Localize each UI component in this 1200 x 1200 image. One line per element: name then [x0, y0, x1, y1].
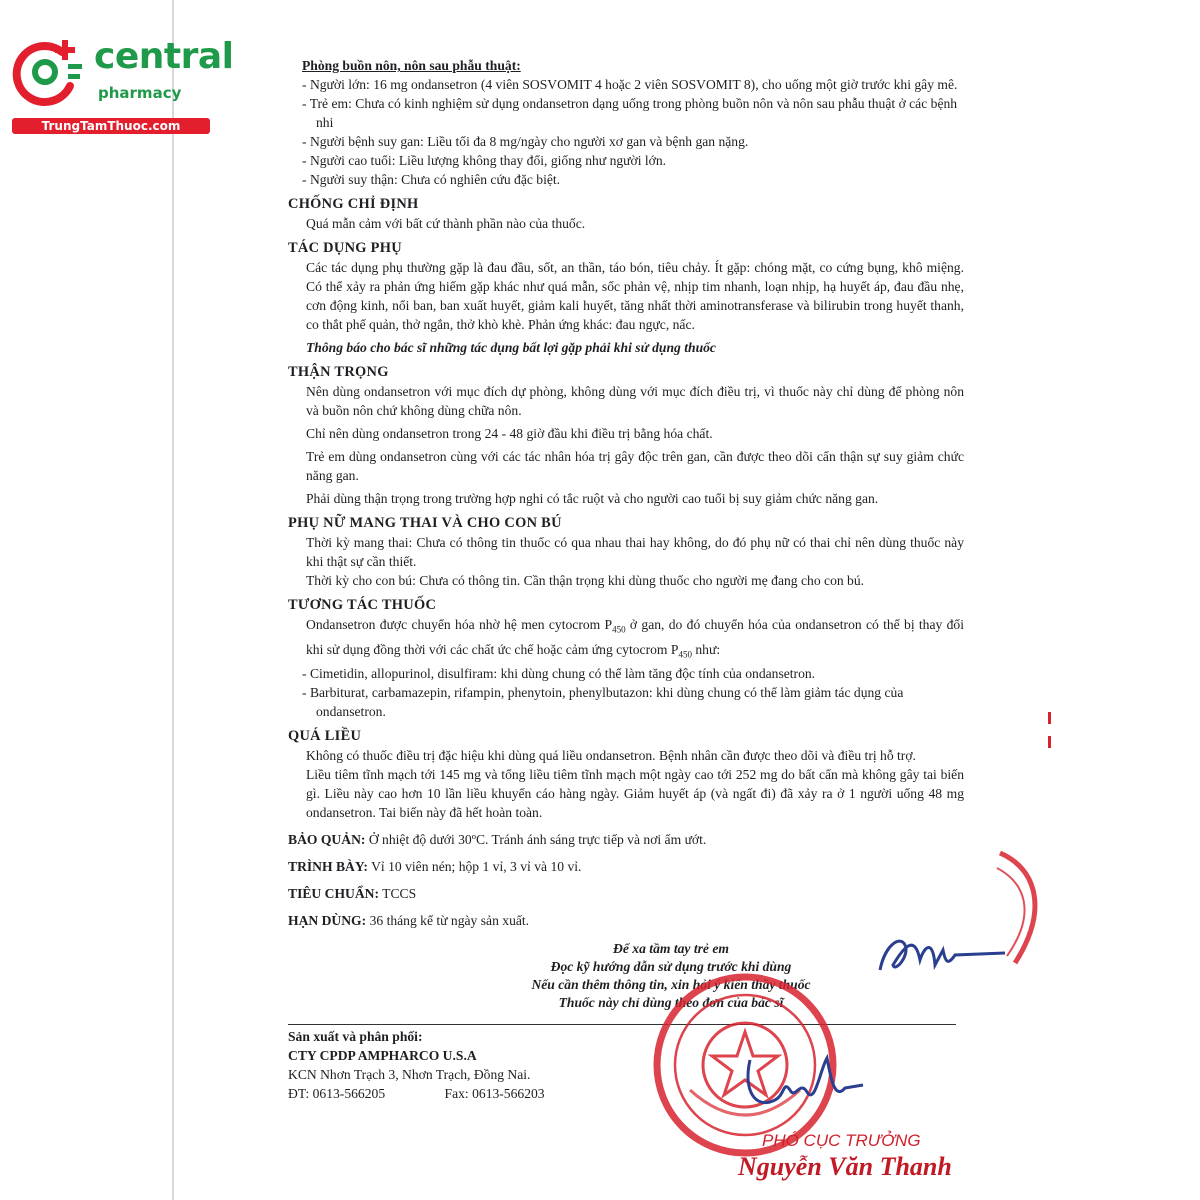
- official-name: Nguyễn Văn Thanh: [738, 1152, 952, 1181]
- presentation-text: Vỉ 10 viên nén; hộp 1 vỉ, 3 vỉ và 10 vỉ.: [367, 859, 582, 875]
- interaction-item: - Barbiturat, carbamazepin, rifampin, phenytoin, phenylbutazon: khi dùng chung có thể làm giảm tác dụng của ondansetron.: [288, 683, 964, 721]
- manufacturer-fax: Fax: 0613-566203: [444, 1086, 545, 1102]
- storage-text: Ở nhiệt độ dưới 30ºC. Tránh ánh sáng trực tiếp và nơi ẩm ướt.: [365, 832, 707, 848]
- expiry-text: 36 tháng kể từ ngày sản xuất.: [366, 913, 530, 929]
- interactions-intro: [288, 615, 964, 664]
- initials-signature-graphic: [875, 925, 1010, 985]
- manufacturer-address: KCN Nhơn Trạch 3, Nhơn Trạch, Đồng Nai.: [288, 1067, 531, 1083]
- prevention-item: - Người suy thận: Chưa có nghiên cứu đặc biệt.: [288, 170, 964, 189]
- caution-paragraph: Phải dùng thận trọng trong trường hợp nghi có tắc ruột và cho người cao tuổi bị suy giảm chức năng gan.: [306, 491, 879, 506]
- manufacturer-label: Sản xuất và phân phối:: [288, 1029, 423, 1045]
- pregnancy-title: PHỤ NỮ MANG THAI VÀ CHO CON BÚ: [288, 515, 562, 531]
- cytochrome-subscript: 450: [678, 649, 692, 660]
- side-effects-note: Thông báo cho bác sĩ những tác dụng bất lợi gặp phải khi sử dụng thuốc: [306, 340, 716, 355]
- leaflet-body: [288, 56, 964, 1103]
- caution-paragraph: Chỉ nên dùng ondansetron trong 24 - 48 giờ đầu khi điều trị bằng hóa chất.: [306, 426, 713, 441]
- storage-label: BẢO QUẢN:: [288, 832, 366, 848]
- margin-mark: [1048, 712, 1052, 752]
- central-pharmacy-logo[interactable]: [10, 36, 234, 138]
- standard-text: TCCS: [379, 886, 417, 902]
- prevention-title: Phòng buồn nôn, nôn sau phẫu thuật:: [302, 58, 521, 73]
- cytochrome-subscript: 450: [612, 624, 626, 635]
- presentation-label: TRÌNH BÀY:: [288, 859, 368, 875]
- official-title: PHÓ CỤC TRƯỞNG: [762, 1131, 921, 1150]
- interactions-intro-b: ở gan, do đó chuyển hóa của ondansetron có thể bị thay đổi khi sử dụng đồng thời với các chất ức chế hoặc cảm ứng cytocrom P: [306, 617, 964, 657]
- standard-line: [288, 884, 964, 903]
- warning-line: Thuốc này chỉ dùng theo đơn của bác sĩ: [558, 995, 784, 1011]
- overdose-paragraph: Liều tiêm tĩnh mạch tới 145 mg và tổng liều tiêm tĩnh mạch một ngày cao tới 252 mg do bất cẩn mà không gây tai biến gì. Liều này cao hơn 10 lần liều khuyến cáo hàng ngày. Giảm huyết áp (và ngất đi) đã xảy ra ở 1 người uống 48 mg ondansetron. Tai biến này đã hết hoàn toàn.: [306, 767, 964, 821]
- page-edge: [172, 0, 174, 1200]
- expiry-line: [288, 911, 964, 930]
- caution-title: THẬN TRỌNG: [288, 364, 389, 380]
- standard-label: TIÊU CHUẨN:: [288, 886, 380, 902]
- prevention-item: - Trẻ em: Chưa có kinh nghiệm sử dụng ondansetron dạng uống trong phòng buồn nôn và nôn sau phẫu thuật ở các bệnh nhi: [288, 94, 964, 132]
- overdose-title: QUÁ LIỀU: [288, 728, 362, 745]
- side-effects-title: TÁC DỤNG PHỤ: [288, 240, 402, 256]
- interactions-title: TƯƠNG TÁC THUỐC: [288, 597, 437, 613]
- divider: [288, 1024, 956, 1025]
- side-effects-text: Các tác dụng phụ thường gặp là đau đầu, sốt, an thần, táo bón, tiêu chảy. Ít gặp: chóng mặt, co cứng bụng, khô miệng. Có thể xảy ra phản ứng hiếm gặp khác như quá mẫn, sốc phản vệ, nhịp tim nhanh, loạn nhịp, hạ huyết áp, đau đầu nhẹ, cơn động kinh, nổi ban, ban xuất huyết, giảm kali huyết, tăng nhất thời aminotransferase và bilirubin trong huyết thanh, co thắt phế quản, thở ngắn, thở khò khè. Phản ứng khác: đau ngực, nấc.: [306, 260, 964, 332]
- interactions-intro-a: Ondansetron được chuyển hóa nhờ hệ men cytocrom P: [306, 617, 613, 632]
- logo-website[interactable]: TrungTamThuoc.com: [12, 118, 210, 134]
- caution-paragraph: Nên dùng ondansetron với mục đích dự phòng, không dùng với mục đích điều trị, vì thuốc này chỉ dùng để phòng nôn và buồn nôn chứ không dùng chữa nôn.: [306, 384, 964, 418]
- contraindication-title: CHỐNG CHỈ ĐỊNH: [288, 196, 419, 212]
- expiry-label: HẠN DÙNG:: [288, 913, 367, 929]
- contraindication-text: Quá mẫn cảm với bất cứ thành phần nào của thuốc.: [306, 216, 586, 231]
- warning-line: Để xa tầm tay trẻ em: [613, 941, 729, 957]
- manufacturer-company: CTY CPDP AMPHARCO U.S.A: [288, 1048, 477, 1064]
- overdose-paragraph: Không có thuốc điều trị đặc hiệu khi dùng quá liều ondansetron. Bệnh nhân cần được theo dõi và điều trị hỗ trợ.: [306, 748, 916, 764]
- logo-sub: pharmacy: [98, 84, 182, 102]
- warning-block: [288, 940, 964, 1012]
- caution-paragraph: Trẻ em dùng ondansetron cùng với các tác nhân hóa trị gây độc trên gan, cần được theo dõi cẩn thận sự suy giảm chức năng gan.: [306, 449, 964, 483]
- interaction-item: - Cimetidin, allopurinol, disulfiram: khi dùng chung có thể làm tăng độc tính của ondansetron.: [288, 664, 964, 683]
- pregnancy-paragraph: Thời kỳ cho con bú: Chưa có thông tin. Cần thận trọng khi dùng thuốc cho người mẹ đang cho con bú.: [306, 573, 865, 588]
- storage-line: [288, 830, 964, 849]
- pregnancy-paragraph: Thời kỳ mang thai: Chưa có thông tin thuốc có qua nhau thai hay không, do đó phụ nữ có thai chỉ nên dùng thuốc này khi thật sự cần thiết.: [306, 535, 964, 569]
- interactions-intro-c: như:: [691, 641, 721, 657]
- manufacturer-phone: ĐT: 0613-566205: [288, 1086, 386, 1102]
- prevention-item: - Người bệnh suy gan: Liều tối đa 8 mg/ngày cho người xơ gan và bệnh gan nặng.: [288, 132, 964, 151]
- director-signature-graphic: [735, 1050, 870, 1120]
- logo-name: central: [94, 36, 234, 77]
- prevention-item: - Người lớn: 16 mg ondansetron (4 viên SOSVOMIT 4 hoặc 2 viên SOSVOMIT 8), cho uống một giờ trước khi gây mê.: [288, 75, 964, 94]
- warning-line: Đọc kỹ hướng dẫn sử dụng trước khi dùng: [550, 959, 792, 975]
- presentation-line: [288, 857, 964, 876]
- warning-line: Nếu cần thêm thông tin, xin hỏi ý kiến thầy thuốc: [531, 977, 811, 993]
- prevention-item: - Người cao tuổi: Liều lượng không thay đổi, giống như người lớn.: [288, 151, 964, 170]
- pharmacy-cross-icon: [10, 38, 90, 108]
